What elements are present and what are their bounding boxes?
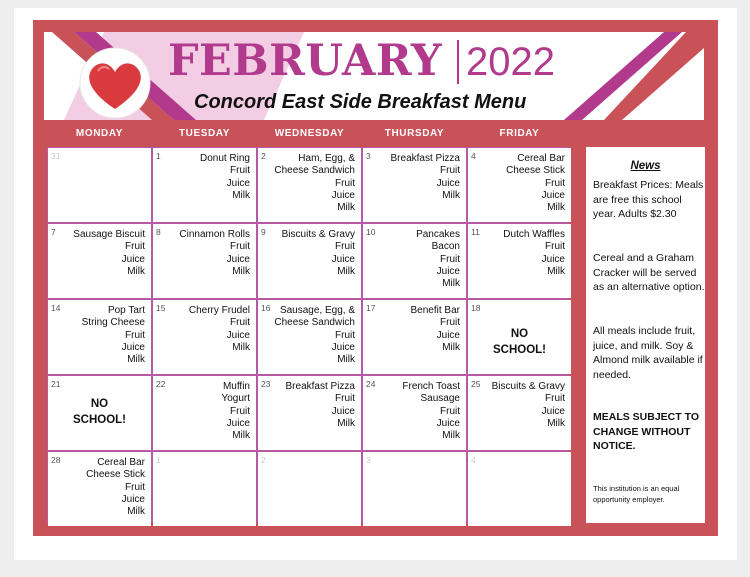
menu-items bbox=[86, 457, 145, 518]
day-number: 17 bbox=[366, 303, 376, 313]
menu-items bbox=[221, 381, 250, 442]
menu-item: Milk bbox=[442, 278, 460, 290]
menu-item: Juice bbox=[331, 405, 355, 417]
title-year: 2022 bbox=[466, 40, 555, 84]
news-prices: Breakfast Prices: Meals are free this school year. Adults $2.30 bbox=[593, 179, 704, 221]
day-number: 14 bbox=[51, 303, 61, 313]
menu-item: Juice bbox=[436, 417, 460, 429]
menu-item: Juice bbox=[226, 177, 250, 189]
menu-item: Milk bbox=[232, 430, 250, 442]
menu-item: Milk bbox=[232, 265, 250, 277]
day-cell bbox=[258, 376, 361, 450]
menu-item: Fruit bbox=[335, 329, 355, 341]
menu-item: Fruit bbox=[125, 481, 145, 493]
menu-item: Sausage Biscuit bbox=[73, 229, 145, 240]
menu-item: Fruit bbox=[440, 317, 460, 329]
menu-item: Pancakes bbox=[416, 229, 460, 240]
no-school-line: SCHOOL! bbox=[72, 414, 127, 426]
day-number: 11 bbox=[471, 227, 480, 237]
day-cell bbox=[48, 224, 151, 298]
menu-item: Pop Tart bbox=[107, 305, 145, 316]
day-header-tuesday: TUESDAY bbox=[178, 128, 231, 139]
day-cell bbox=[48, 376, 151, 450]
day-number: 22 bbox=[156, 379, 166, 389]
day-cell bbox=[48, 148, 151, 222]
news-meals: All meals include fruit, juice, and milk. Soy & Almond milk available if needed. bbox=[593, 325, 703, 381]
menu-item: Milk bbox=[127, 265, 145, 277]
day-number: 3 bbox=[366, 455, 371, 465]
day-number: 2 bbox=[261, 455, 266, 465]
menu-item: Milk bbox=[547, 265, 565, 277]
menu-items bbox=[286, 381, 355, 430]
menu-items bbox=[506, 153, 565, 214]
menu-item: Fruit bbox=[335, 177, 355, 189]
menu-item: Fruit bbox=[335, 393, 355, 405]
menu-item: French Toast bbox=[402, 381, 460, 392]
menu-item: Milk bbox=[442, 430, 460, 442]
day-cell bbox=[363, 148, 466, 222]
menu-item: Fruit bbox=[545, 241, 565, 253]
day-number: 23 bbox=[261, 379, 271, 389]
menu-item: Fruit bbox=[335, 241, 355, 253]
title-divider bbox=[457, 40, 459, 84]
day-number: 7 bbox=[51, 227, 56, 237]
menu-item: Juice bbox=[541, 405, 565, 417]
title-month: FEBRUARY bbox=[168, 36, 443, 86]
day-cell bbox=[153, 452, 256, 526]
menu-items bbox=[189, 305, 250, 354]
day-cell bbox=[468, 452, 571, 526]
menu-item: Bacon bbox=[431, 241, 460, 253]
menu-item: Donut Ring bbox=[199, 153, 250, 164]
day-cell bbox=[258, 452, 361, 526]
no-school-line: NO bbox=[510, 328, 529, 340]
day-number: 28 bbox=[51, 455, 61, 465]
menu-item: Cereal Bar bbox=[97, 457, 145, 468]
menu-item: Juice bbox=[331, 253, 355, 265]
day-cell bbox=[468, 300, 571, 374]
menu-items bbox=[82, 305, 145, 366]
day-cell bbox=[153, 148, 256, 222]
day-number: 1 bbox=[156, 455, 161, 465]
menu-items bbox=[416, 229, 460, 290]
day-cell bbox=[258, 224, 361, 298]
day-number: 1 bbox=[156, 151, 161, 161]
menu-item: Juice bbox=[226, 417, 250, 429]
news-panel bbox=[586, 147, 705, 523]
day-header-monday: MONDAY bbox=[75, 128, 124, 139]
menu-item: Fruit bbox=[440, 253, 460, 265]
menu-item: Juice bbox=[331, 189, 355, 201]
weekday-headers bbox=[47, 124, 569, 144]
menu-item: Milk bbox=[442, 341, 460, 353]
no-school-line: SCHOOL! bbox=[492, 344, 547, 356]
day-cell bbox=[153, 300, 256, 374]
menu-item: Fruit bbox=[545, 393, 565, 405]
menu-items bbox=[274, 153, 355, 214]
day-number: 8 bbox=[156, 227, 161, 237]
menu-item: Cheese Stick bbox=[86, 469, 145, 481]
menu-item: Milk bbox=[232, 341, 250, 353]
day-cell bbox=[468, 224, 571, 298]
menu-item: Cinnamon Rolls bbox=[179, 229, 250, 240]
day-cell bbox=[48, 300, 151, 374]
day-number: 4 bbox=[471, 455, 476, 465]
day-number: 15 bbox=[156, 303, 166, 313]
news-employer: This institution is an equal opportunity employer. bbox=[593, 484, 680, 504]
menu-item: Milk bbox=[127, 354, 145, 366]
day-number: 10 bbox=[366, 227, 376, 237]
news-heading: News bbox=[630, 160, 661, 172]
menu-item: Milk bbox=[442, 189, 460, 201]
day-number: 2 bbox=[261, 151, 266, 161]
day-cell bbox=[363, 300, 466, 374]
menu-item: Cheese Stick bbox=[506, 165, 565, 177]
menu-items bbox=[411, 305, 460, 354]
menu-item: String Cheese bbox=[81, 317, 145, 329]
menu-items bbox=[179, 229, 250, 278]
day-number: 31 bbox=[51, 151, 61, 161]
menu-item: Cherry Frudel bbox=[188, 305, 250, 316]
menu-item: Ham, Egg, & bbox=[298, 153, 355, 164]
day-number: 18 bbox=[471, 303, 481, 313]
menu-items bbox=[492, 381, 565, 430]
menu-item: Fruit bbox=[230, 317, 250, 329]
menu-item: Dutch Waffles bbox=[503, 229, 565, 240]
day-cell bbox=[468, 376, 571, 450]
menu-item: Fruit bbox=[440, 405, 460, 417]
menu-item: Breakfast Pizza bbox=[390, 153, 460, 164]
menu-item: Fruit bbox=[125, 329, 145, 341]
day-cell bbox=[468, 148, 571, 222]
menu-items bbox=[200, 153, 250, 202]
menu-item: Breakfast Pizza bbox=[285, 381, 355, 392]
menu-item: Milk bbox=[337, 265, 355, 277]
menu-item: Fruit bbox=[440, 165, 460, 177]
day-number: 3 bbox=[366, 151, 371, 161]
menu-items bbox=[282, 229, 355, 278]
menu-item: Milk bbox=[547, 417, 565, 429]
no-school-notice bbox=[468, 326, 571, 358]
menu-item: Juice bbox=[541, 253, 565, 265]
heart-icon bbox=[76, 47, 154, 119]
no-school-notice bbox=[48, 396, 151, 428]
day-cell bbox=[48, 452, 151, 526]
menu-item: Juice bbox=[331, 341, 355, 353]
menu-item: Milk bbox=[337, 202, 355, 214]
menu-item: Fruit bbox=[230, 165, 250, 177]
menu-item: Milk bbox=[547, 202, 565, 214]
menu-items bbox=[402, 381, 460, 442]
menu-item: Juice bbox=[226, 329, 250, 341]
menu-item: Juice bbox=[541, 189, 565, 201]
day-cell bbox=[363, 224, 466, 298]
menu-item: Milk bbox=[337, 354, 355, 366]
menu-subtitle: Concord East Side Breakfast Menu bbox=[194, 91, 527, 113]
day-number: 25 bbox=[471, 379, 481, 389]
menu-items bbox=[274, 305, 355, 366]
menu-item: Cheese Sandwich bbox=[274, 165, 355, 177]
menu-item: Cheese Sandwich bbox=[274, 317, 355, 329]
menu-item: Muffin bbox=[222, 381, 250, 392]
menu-item: Milk bbox=[232, 189, 250, 201]
menu-item: Juice bbox=[226, 253, 250, 265]
menu-item: Sausage, Egg, & bbox=[279, 305, 355, 316]
menu-items bbox=[391, 153, 460, 202]
day-cell bbox=[363, 452, 466, 526]
day-cell bbox=[258, 300, 361, 374]
day-number: 16 bbox=[261, 303, 271, 313]
menu-item: Juice bbox=[121, 253, 145, 265]
day-cell bbox=[258, 148, 361, 222]
day-number: 21 bbox=[51, 379, 61, 389]
menu-item: Milk bbox=[127, 506, 145, 518]
menu-item: Cereal Bar bbox=[517, 153, 565, 164]
day-cell bbox=[363, 376, 466, 450]
menu-item: Juice bbox=[436, 329, 460, 341]
day-number: 4 bbox=[471, 151, 476, 161]
menu-item: Fruit bbox=[545, 177, 565, 189]
menu-item: Fruit bbox=[230, 241, 250, 253]
menu-item: Biscuits & Gravy bbox=[281, 229, 355, 240]
day-cell bbox=[153, 376, 256, 450]
day-header-wednesday: WEDNESDAY bbox=[274, 128, 345, 139]
menu-item: Fruit bbox=[230, 405, 250, 417]
menu-item: Juice bbox=[436, 177, 460, 189]
calendar-grid bbox=[47, 147, 569, 523]
menu-item: Fruit bbox=[125, 241, 145, 253]
calendar-header bbox=[44, 32, 704, 120]
menu-item: Juice bbox=[121, 341, 145, 353]
menu-item: Juice bbox=[436, 265, 460, 277]
day-header-thursday: THURSDAY bbox=[384, 128, 445, 139]
day-cell bbox=[153, 224, 256, 298]
news-notice: MEALS SUBJECT TO CHANGE WITHOUT NOTICE. bbox=[593, 411, 699, 452]
menu-items bbox=[503, 229, 565, 278]
news-alternative: Cereal and a Graham Cracker will be served as an alternative option. bbox=[593, 252, 705, 294]
day-number: 9 bbox=[261, 227, 266, 237]
menu-item: Milk bbox=[337, 417, 355, 429]
menu-item: Biscuits & Gravy bbox=[491, 381, 565, 392]
menu-item: Yogurt bbox=[221, 393, 250, 405]
day-header-friday: FRIDAY bbox=[499, 128, 540, 139]
menu-items bbox=[73, 229, 145, 278]
day-number: 24 bbox=[366, 379, 376, 389]
menu-item: Benefit Bar bbox=[410, 305, 460, 316]
menu-item: Sausage bbox=[420, 393, 460, 405]
no-school-line: NO bbox=[90, 398, 109, 410]
menu-item: Juice bbox=[121, 493, 145, 505]
